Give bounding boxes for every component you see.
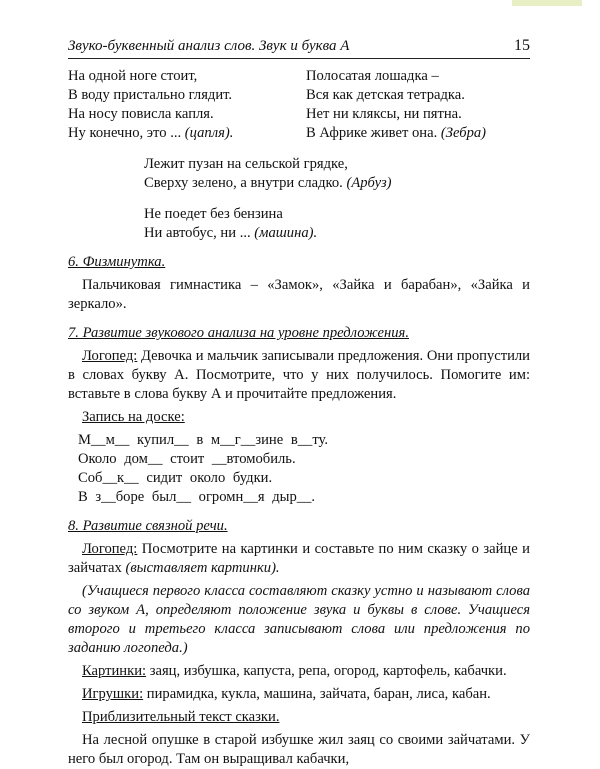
running-header (68, 36, 530, 59)
riddle-text: Ни автобус, ни ... (144, 225, 255, 241)
riddle-line: Полосатая лошадка – (306, 68, 439, 84)
riddle-heron (68, 67, 306, 143)
stage-direction: (выставляет картинки). (125, 560, 280, 576)
corner-strip (512, 0, 582, 6)
page-number: 15 (514, 37, 530, 54)
toys-text: пирамидка, кукла, машина, зайчата, баран, лиса, кабан. (143, 686, 491, 702)
riddle-line: Не поедет без бензина (144, 206, 283, 222)
speaker-text: Девочка и мальчик записывали предложения. Они пропустили в словах букву А. Посмотрите, что у них получилось. Помогите им: вставьте в слова букву А и прочитайте предложения. (68, 348, 530, 402)
board-label: Запись на доске: (82, 409, 185, 425)
riddle-zebra (306, 67, 530, 143)
toys-list (68, 685, 530, 704)
riddle-line: В воду пристально глядит. (68, 87, 233, 103)
riddle-line: Нет ни кляксы, ни пятна. (306, 106, 462, 122)
board-line: Около дом__ стоит __втомобиль. (78, 451, 296, 467)
section-7-heading: 7. Развитие звукового анализа на уровне предложения. (68, 325, 409, 341)
board-sentences (78, 431, 530, 507)
riddle-answer: (Зебра) (440, 125, 487, 141)
story-text: На лесной опушке в старой избушке жил заяц со своими зайчатами. У него был огород. Там он выращивал кабачки, (68, 732, 530, 767)
riddle-answer: (машина). (254, 225, 318, 241)
story-label: Приблизительный текст сказки. (82, 709, 280, 725)
riddle-text: Ну конечно, это ... (68, 125, 185, 141)
chapter-title: Звуко-буквенный анализ слов. Звук и буква А (68, 38, 350, 54)
speaker-text: Посмотрите на картинки и составьте по ним сказку о зайце и зайчатах (68, 541, 530, 576)
riddles-pair (68, 67, 530, 143)
riddle-line: На носу повисла капля. (68, 106, 214, 122)
board-line: Соб__к__ сидит около будки. (78, 470, 273, 486)
pictures-text: заяц, избушка, капуста, репа, огород, картофель, кабачки. (146, 663, 507, 679)
board-line: М__м__ купил__ в м__г__зине в__ту. (78, 432, 328, 448)
section-8-heading: 8. Развитие связной речи. (68, 518, 228, 534)
riddle-line (68, 124, 306, 143)
section-6-text: Пальчиковая гимнастика – «Замок», «Зайка и барабан», «Зайка и зеркало». (68, 277, 530, 312)
section-8-note: (Учащиеся первого класса составляют сказку устно и называют слова со звуком А, определяют положение звука и буквы в слове. Учащиеся второго и третьего класса записывают слова или предложения по заданию логопеда.) (68, 583, 530, 656)
riddle-text: В Африке живет она. (306, 125, 441, 141)
riddle-watermelon (144, 155, 530, 193)
speaker-label: Логопед: (82, 348, 138, 364)
riddle-answer: (Арбуз) (346, 175, 392, 191)
section-7-text (68, 347, 530, 404)
riddle-car (144, 205, 530, 243)
riddle-line: На одной ноге стоит, (68, 68, 198, 84)
riddle-text: Сверху зелено, а внутри сладко. (144, 175, 347, 191)
toys-label: Игрушки: (82, 686, 144, 702)
riddle-line (306, 124, 530, 143)
riddle-line: Лежит пузан на сельской грядке, (144, 156, 348, 172)
board-line: В з__боре был__ огромн__я дыр__. (78, 489, 316, 505)
riddle-line: Вся как детская тетрадка. (306, 87, 465, 103)
riddle-answer: (цапля). (184, 125, 234, 141)
riddle-line (144, 174, 530, 193)
pictures-label: Картинки: (82, 663, 147, 679)
section-6-heading: 6. Физминутка. (68, 254, 166, 270)
speaker-label: Логопед: (82, 541, 138, 557)
section-8-text (68, 540, 530, 578)
riddle-line (144, 224, 530, 243)
pictures-list (68, 662, 530, 681)
book-page (68, 36, 530, 769)
